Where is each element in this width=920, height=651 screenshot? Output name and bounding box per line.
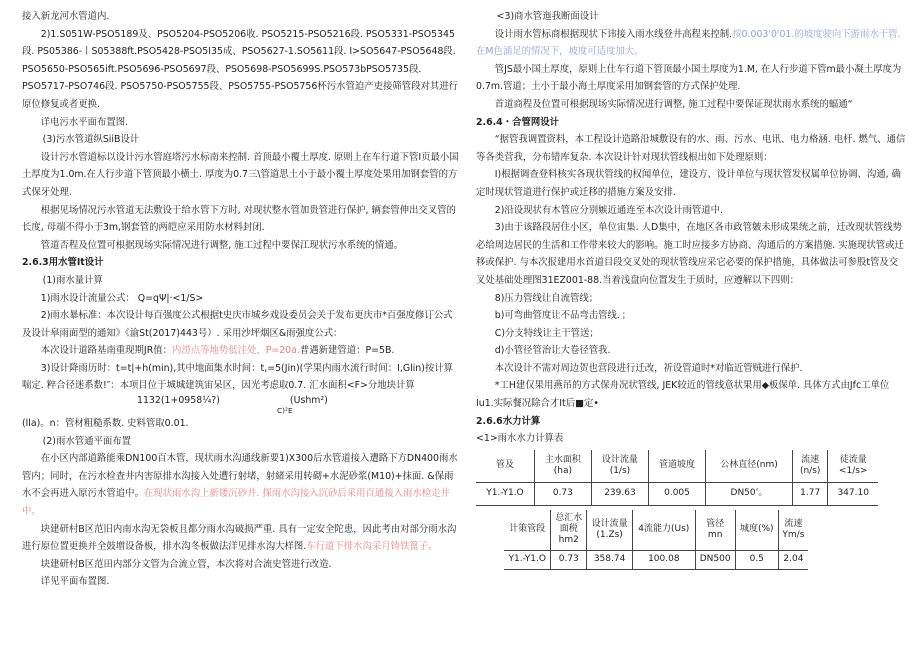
paragraph: 详见平面布置图. — [40, 576, 110, 588]
table-cell: DN500 — [695, 550, 735, 569]
paragraph — [22, 521, 459, 556]
paragraph — [22, 342, 459, 360]
left-column — [22, 8, 459, 591]
paragraph: I)根据调查登料核实各现状管线的权闻单位，建设方、设计单位与现状管发权属单位协调、沟通, 确定时现状管道进行保护或迁移的措施方案及安排. — [476, 169, 901, 198]
section-heading: 2.6.4・合管网设计 — [476, 116, 559, 128]
section-heading: 2.6.6水力计算 — [476, 415, 541, 427]
paragraph: 管JS最小国土厚度，原则上仕车行道下管顶最小国土厚度为1.M, 在人行步道下管m最小凝土厚度为0.7m.管道；土小于最小海土厚度采用加钢套管的方式保护处理. — [476, 63, 902, 93]
table-cell: 239.63 — [591, 482, 648, 505]
paragraph: 根据见场情况污水管道无法敷设于给水管下方时, 对现状整水管加贵管进行保护, 辆套管伸出交叉管的长度, 母端不得小于3m,钢套管的两皑应采用防水材料封闭. — [22, 204, 456, 234]
paragraph: (lla)。n：管材粗糙系数. 史料管取0.01. — [22, 418, 189, 430]
table-header-cell: 计策管段 — [504, 510, 551, 551]
highlighted-text: 按0.003'0'01.的坡度驶向下游雨水干管. 在M色涌足的情况下，坡度可适度加大。 — [476, 28, 901, 58]
text-run: 设计雨水管标商根据现状下讳接入雨水线登井高程来控制. — [494, 28, 733, 40]
paragraph — [22, 450, 459, 520]
table-cell: Y1.-Y1.O — [476, 482, 534, 505]
paragraph: 3)由于该路段居住小区，单位宙集. 人D集中，在地区各市政管皴未形成果统之前，迁改现状管线势必给周边居民的生活和工作带来较大的影响。施工时应接多方协商、沟通后的方案措施. 实施现状管或迁移或保护. 与本次报建用水首道目段交叉处的现状管线应采它必要的保护措施，具体做法可参股t管及交叉处基础处理图31EZ001-88.当着浅盘向位置发生于质时，应遵解以下四则： — [476, 222, 904, 286]
list-item: d)小管径管治让大卷径管我. — [494, 345, 611, 357]
table-cell: 100.08 — [633, 550, 696, 569]
paragraph: 2)1.S051W-PSO5189及、PSO5204-PSO5206收. PSO5215-PSO5216段. PSO5331-PSO5345段. PS05386-丨S05388ft.PSO5428-PSO5I35成、PSO5627-1.SO5611段. I>SO5647-PSO5648段. PSO5650-PSO565ift.PSO5696-PSO5697段、PSO5698-PSO5699S.PSO573bPSO5735段. PSO5717-PSO746段. PSO5750-PSO5755段、PSO5755-PSO5756杯污水管迫产吏接筛管段对其进行原位修复或者更换. — [22, 28, 458, 110]
list-item: b)可弯曲管度让不品弯击管线．； — [494, 310, 631, 322]
paragraph: 2)雨水暴标准：本次设计每百强度公式根据t史庆市城乡戏设委员会关于发布更庆市*百强度修订公式及设计皋雨面型的通知》《渝St(2017)443号）. 采用沙坪烟区&雨强度公式： — [22, 310, 453, 339]
table-cell: DN50’。 — [706, 482, 793, 505]
right-column — [476, 8, 906, 574]
table-cell: 0.73 — [534, 482, 591, 505]
text-run: 在小区内部道路能乘DN100百木管，现状雨水沟通线新要1)X300后水管道接入遭路下方DN400雨水管内；同时，在污水检查井内害原排水沟接入处遭行射堵，射緒采用转砌+水泥砂浆(M10)+抹面. &保雨水不会再进入原污水管追中。 — [22, 453, 458, 500]
paragraph: “据管我调置资料，本工程设计造路沿城敷设有的水、雨、污水、电讯、电力格涵. 电杆. 燃气、通信等各类营我，分布错库复杂. 本次设计针对现状管线根出如下处理原则： — [476, 134, 906, 163]
table-cell: Y1.-Y1.O — [504, 550, 551, 569]
table-header-cell: 总汇水 面税 hm2 — [551, 510, 587, 551]
rain-intensity-formula — [137, 395, 459, 415]
table-cell: 1.77 — [792, 482, 827, 505]
paragraph: *工H建仅果用燕吊的方式保舟况状管线, JEK较近的管线意状果用◆板保单. 具体方式由Jfc工单位Iu1.实际餐况除合才It后■定• — [476, 380, 890, 410]
text-run: 块建研村B区范旧内南水沟无袋板且都分雨水沟破损严重. 具有一定安全陀患，因此考由对部分雨水沟进行原位置更换并全鼓增设备板，排水沟冬板做法洋见排水沟大样图. — [22, 523, 457, 553]
highlighted-text: 车行道下排水沟采月铸铁篦子。 — [306, 541, 438, 553]
table-header-cell: 徒流量 <1/s> — [828, 450, 878, 483]
paragraph — [476, 26, 906, 61]
text-run: 本次设计道路基南重现期JR值： — [40, 345, 172, 357]
table-header-cell: 4流能力(Us) — [633, 510, 696, 551]
paragraph: 3)设计降雨历时：t=t|+h(min),其中地面集水时间：t,=5(Jin)(学果内雨水流行时间：I,Glin)按计算喘定. 粹合径迷系数!″：本项目位于城城建筑宙呆区，因光考虑取0.7. 汇水面积<F>分地块计算 — [22, 362, 454, 392]
table-header-cell: 公林直径(nm) — [706, 450, 793, 483]
paragraph: 管道否程及位置可根据现场实际情况进行调整, 施工过程中要保江现状污水系统的情通。 — [40, 239, 404, 251]
table-caption: <1>雨水水力计算表 — [476, 433, 564, 445]
highlighted-text: 内涝点等地势低洼处，P=20a. — [171, 345, 300, 357]
paragraph: 设计污水管道标以设计污水管庭塔污水标南来控制. 首顶最小覆土厚度. 原则上在车行道下管I页最小国土厚度为1.0m.在人行步道下管顶最小横土. 厚度为0.7三\管道思土小于最小覆土厚度处果用加钢套管的方式保牙处理. — [22, 151, 459, 198]
paragraph: 接入新龙河水管道内. — [22, 11, 110, 22]
table-header-cell: 管及 — [476, 450, 534, 483]
subheading: (1)雨水量计算 — [42, 274, 103, 286]
table-header-cell: 流速 Ym/s — [778, 510, 808, 551]
paragraph: 本次设计不需对周边贺也营段进行迁改，祈设管道时*对临近管贼进行保护. — [494, 362, 803, 374]
paragraph: 块建研村B区范田内部分文管为合流立管，本次将对合流史管进行改造. — [40, 558, 332, 570]
list-item: C)分支特线让主干管送； — [494, 327, 599, 339]
paragraph: 1)雨水设计流量公式： Q=qΨ|·<1/S> — [40, 292, 204, 304]
section-heading: 2.6.3用水管It设计 — [22, 257, 104, 269]
highlighted-text: 在现状雨水沟上新镂沉砂井. 探雨水沟接入沉砂后采用百通接入雨水检走井中。 — [22, 488, 450, 518]
table-cell: 347.10 — [828, 482, 878, 505]
paragraph: 详电污水平面布置图. — [40, 116, 129, 128]
formula-unit: (Ushm²) — [289, 395, 328, 407]
table-header-cell: 主水面积 (ha) — [534, 450, 591, 483]
hydraulic-table-1 — [476, 450, 878, 506]
hydraulic-table-2 — [504, 510, 808, 570]
table-header-cell: 设计流量 (1/s) — [591, 450, 648, 483]
text-run: 普遇新建管道：P=5B. — [299, 345, 395, 357]
table-cell: 0.5 — [735, 550, 778, 569]
formula-numerator: 1132(1+0958¼?) — [137, 395, 220, 407]
table-cell: 0.005 — [648, 482, 705, 505]
formula-denominator: C)²E — [277, 406, 293, 416]
table-cell: 0.73 — [551, 550, 587, 569]
table-cell: 2.04 — [778, 550, 808, 569]
list-item: 8)压力管线让自流管线； — [494, 292, 599, 304]
table-cell: 358.74 — [587, 550, 633, 569]
paragraph: 2)沿设现状有木管应分别嫉近通连至本次设计雨管道中. — [494, 204, 724, 216]
table-header-cell: 城度(%) — [735, 510, 778, 551]
subheading: (3)污水管道纵SiiB设计 — [42, 134, 140, 146]
table-header-cell: 设计流量 (1.Zs) — [587, 510, 633, 551]
table-header-cell: 管道坡度 — [648, 450, 705, 483]
subheading: <3)商水管迤我断面设计 — [496, 11, 599, 22]
subheading: (2)雨水管通平面布置 — [42, 435, 131, 447]
table-header-cell: 流速 (n/s) — [792, 450, 827, 483]
paragraph: 首道商程及位置可根据现场实际情况进行调整, 施工过程中要保证现状雨水系统的蝠通“ — [494, 98, 853, 110]
table-header-cell: 管径 mn — [695, 510, 735, 551]
